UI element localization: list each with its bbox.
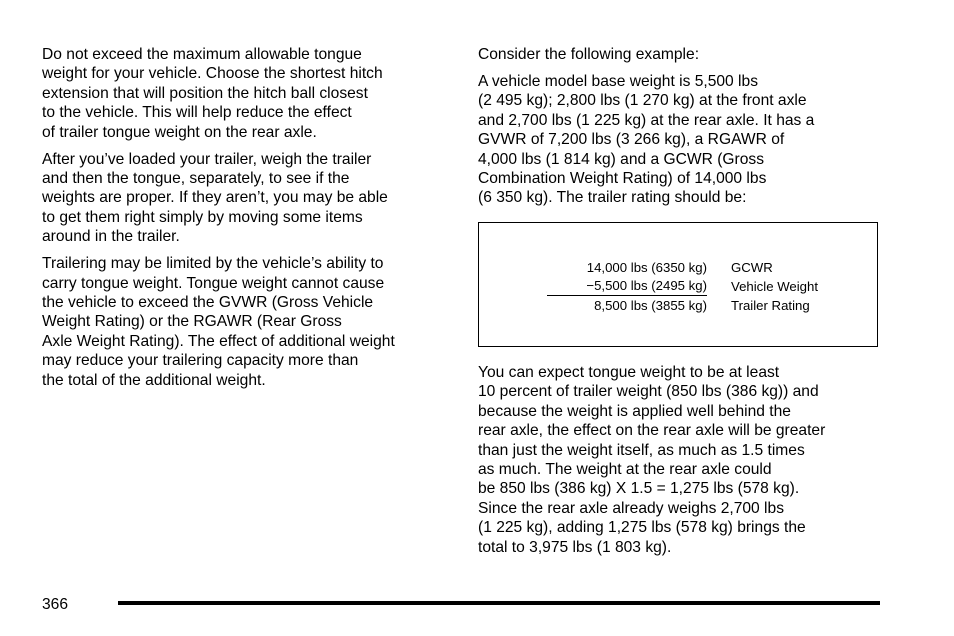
text-line: Combination Weight Rating) of 14,000 lbs <box>478 170 767 188</box>
right-column-bottom <box>478 363 888 565</box>
calc-label: Trailer Rating <box>731 298 810 313</box>
trailer-rating-calculation-box <box>478 222 878 347</box>
left-column <box>42 45 462 398</box>
text-line: Axle Weight Rating). The effect of additional weight <box>42 332 395 350</box>
text-line: as much. The weight at the rear axle could <box>478 461 772 479</box>
text-line: A vehicle model base weight is 5,500 lbs <box>478 73 758 90</box>
calc-label: GCWR <box>731 260 773 275</box>
text-line: carry tongue weight. Tongue weight cannot cause <box>42 274 385 292</box>
text-line: around in the trailer. <box>42 228 180 246</box>
text-line: to get them right simply by moving some items <box>42 208 363 226</box>
calc-row-vehicle-weight <box>547 277 818 296</box>
calc-amount: 8,500 lbs (3855 kg) <box>594 298 707 313</box>
calc-row-trailer-rating <box>547 296 818 315</box>
paragraph-tongue-weight-example <box>478 363 888 557</box>
text-line: Weight Rating) or the RGAWR (Rear Gross <box>42 313 342 331</box>
text-line: (2 495 kg); 2,800 lbs (1 270 kg) at the front axle <box>478 92 807 110</box>
text-line: You can expect tongue weight to be at least <box>478 364 780 381</box>
paragraph-tongue-weight-limit <box>42 45 462 142</box>
text-line: (1 225 kg), adding 1,275 lbs (578 kg) brings the <box>478 519 806 537</box>
text-line: weights are proper. If they aren’t, you may be able <box>42 189 388 207</box>
text-line: to the vehicle. This will help reduce the effect <box>42 104 352 122</box>
text-line: because the weight is applied well behind the <box>478 402 791 420</box>
footer-rule <box>118 601 880 605</box>
paragraph-weigh-trailer <box>42 150 462 247</box>
page-number: 366 <box>42 596 69 613</box>
text-line: rear axle, the effect on the rear axle will be greater <box>478 422 826 440</box>
text-line: After you’ve loaded your trailer, weigh the trailer <box>42 150 372 168</box>
text-line: 10 percent of trailer weight (850 lbs (386 kg)) and <box>478 383 819 401</box>
example-intro <box>478 45 888 64</box>
paragraph-example <box>478 72 888 208</box>
text-line: 4,000 lbs (1 814 kg) and a GCWR (Gross <box>478 150 765 168</box>
text-line: Trailering may be limited by the vehicle’s ability to <box>42 255 384 273</box>
text-line: of trailer tongue weight on the rear axle. <box>42 123 317 141</box>
text-line: extension that will position the hitch ball closest <box>42 84 368 102</box>
text-line: may reduce your trailering capacity more than <box>42 352 359 370</box>
calc-amount: 14,000 lbs (6350 kg) <box>586 260 707 275</box>
text-line: and then the tongue, separately, to see if the <box>42 170 350 188</box>
text-line: weight for your vehicle. Choose the shortest hitch <box>42 65 383 83</box>
calc-label: Vehicle Weight <box>731 279 818 294</box>
calc-row-gcwr <box>547 258 818 277</box>
paragraph-trailering-limits <box>42 254 462 390</box>
text-line: the vehicle to exceed the GVWR (Gross Vehicle <box>42 294 374 312</box>
text-line: GVWR of 7,200 lbs (3 266 kg), a RGAWR of <box>478 131 785 149</box>
text-line: Consider the following example: <box>478 46 700 63</box>
text-line: (6 350 kg). The trailer rating should be: <box>478 189 747 207</box>
text-line: Do not exceed the maximum allowable tongue <box>42 46 362 63</box>
text-line: than just the weight itself, as much as 1.5 times <box>478 441 805 459</box>
text-line: the total of the additional weight. <box>42 371 266 389</box>
text-line: Since the rear axle already weighs 2,700 lbs <box>478 499 784 517</box>
text-line: be 850 lbs (386 kg) X 1.5 = 1,275 lbs (578 kg). <box>478 480 800 498</box>
calculation-table <box>547 258 818 315</box>
calc-amount: −5,500 lbs (2495 kg) <box>547 277 707 296</box>
text-line: and 2,700 lbs (1 225 kg) at the rear axle. It has a <box>478 111 815 129</box>
right-column-top <box>478 45 888 215</box>
text-line: total to 3,975 lbs (1 803 kg). <box>478 538 672 556</box>
